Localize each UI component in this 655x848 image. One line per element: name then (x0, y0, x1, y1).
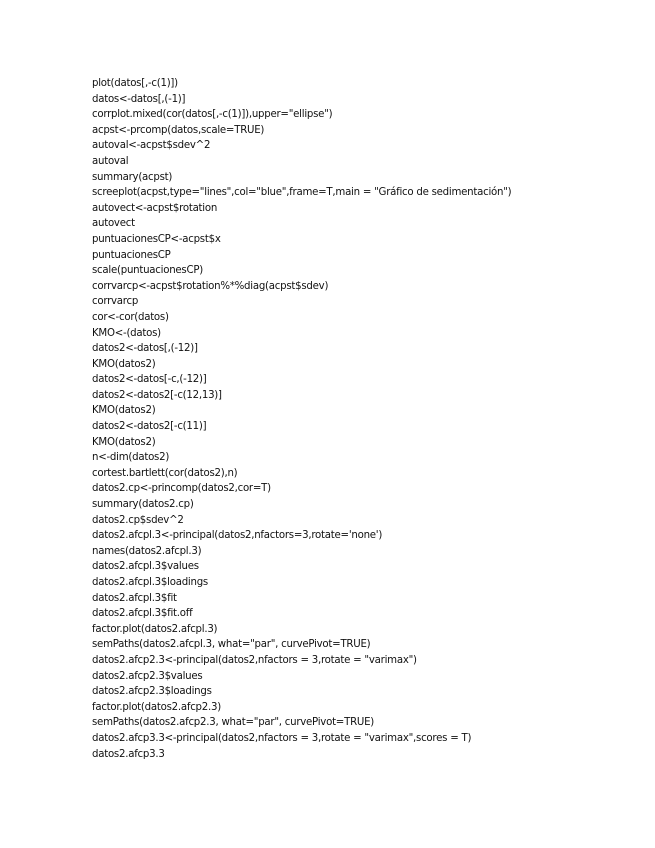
code-line: datos2.afcpl.3<-principal(datos2,nfactors=3,rotate='none') (92, 530, 383, 542)
code-line: KMO(datos2) (92, 436, 156, 448)
code-line: cortest.bartlett(cor(datos2),n) (92, 467, 238, 479)
code-line: datos2<-datos[-c,(-12)] (92, 374, 207, 386)
code-line: screeplot(acpst,type="lines",col="blue",frame=T,main = "Gráfico de sedimentación") (92, 187, 512, 199)
code-line: puntuacionesCP<-acpst$x (92, 233, 221, 245)
code-line: acpst<-prcomp(datos,scale=TRUE) (92, 124, 265, 136)
code-line: datos2<-datos[,(-12)] (92, 343, 198, 355)
code-line: datos2.afcpl.3$loadings (92, 577, 208, 588)
code-line: datos2.afcpl.3$values (92, 561, 199, 573)
code-line: datos<-datos[,(-1)] (92, 93, 186, 105)
code-line: datos2.afcpl.3$fit (92, 592, 177, 604)
code-line: summary(acpst) (92, 171, 173, 183)
code-line: summary(datos2.cp) (92, 499, 194, 511)
code-line: autovect (92, 218, 135, 230)
code-line: KMO<-(datos) (92, 327, 161, 339)
code-line: datos2.afcp2.3<-principal(datos2,nfactors = 3,rotate = "varimax") (92, 654, 417, 666)
code-line: datos2.cp$sdev^2 (92, 514, 184, 526)
code-line: KMO(datos2) (92, 405, 156, 417)
code-line: datos2.afcpl.3$fit.off (92, 608, 193, 620)
code-line: scale(puntuacionesCP) (92, 265, 203, 277)
code-line: semPaths(datos2.afcp2.3, what="par", curvePivot=TRUE) (92, 717, 375, 729)
code-line: datos2.afcp3.3<-principal(datos2,nfactors = 3,rotate = "varimax",scores = T) (92, 732, 472, 744)
code-line: KMO(datos2) (92, 358, 156, 370)
code-line: cor<-cor(datos) (92, 311, 169, 323)
code-line: names(datos2.afcpl.3) (92, 545, 202, 557)
code-line: datos2<-datos2[-c(11)] (92, 421, 207, 433)
code-line: factor.plot(datos2.afcp2.3) (92, 701, 221, 713)
code-line: n<-dim(datos2) (92, 452, 170, 464)
code-line: semPaths(datos2.afcpl.3, what="par", curvePivot=TRUE) (92, 639, 371, 651)
code-line: datos2.afcp3.3 (92, 748, 165, 760)
code-line: corrvarcp<-acpst$rotation%*%diag(acpst$sdev) (92, 280, 329, 292)
r-code-listing (92, 76, 632, 762)
code-line: puntuacionesCP (92, 249, 171, 261)
code-line: autoval (92, 155, 129, 167)
code-line: datos2<-datos2[-c(12,13)] (92, 389, 222, 401)
code-line: corrplot.mixed(cor(datos[,-c(1)]),upper="ellipse") (92, 109, 333, 121)
code-line: autoval<-acpst$sdev^2 (92, 140, 211, 152)
code-line: autovect<-acpst$rotation (92, 202, 218, 214)
code-line: corrvarcp (92, 296, 139, 308)
code-line: plot(datos[,-c(1)]) (92, 78, 178, 89)
code-line: datos2.afcp2.3$loadings (92, 686, 212, 698)
code-line: factor.plot(datos2.afcpl.3) (92, 623, 218, 635)
code-line: datos2.cp<-princomp(datos2,cor=T) (92, 483, 271, 495)
code-line: datos2.afcp2.3$values (92, 670, 203, 682)
